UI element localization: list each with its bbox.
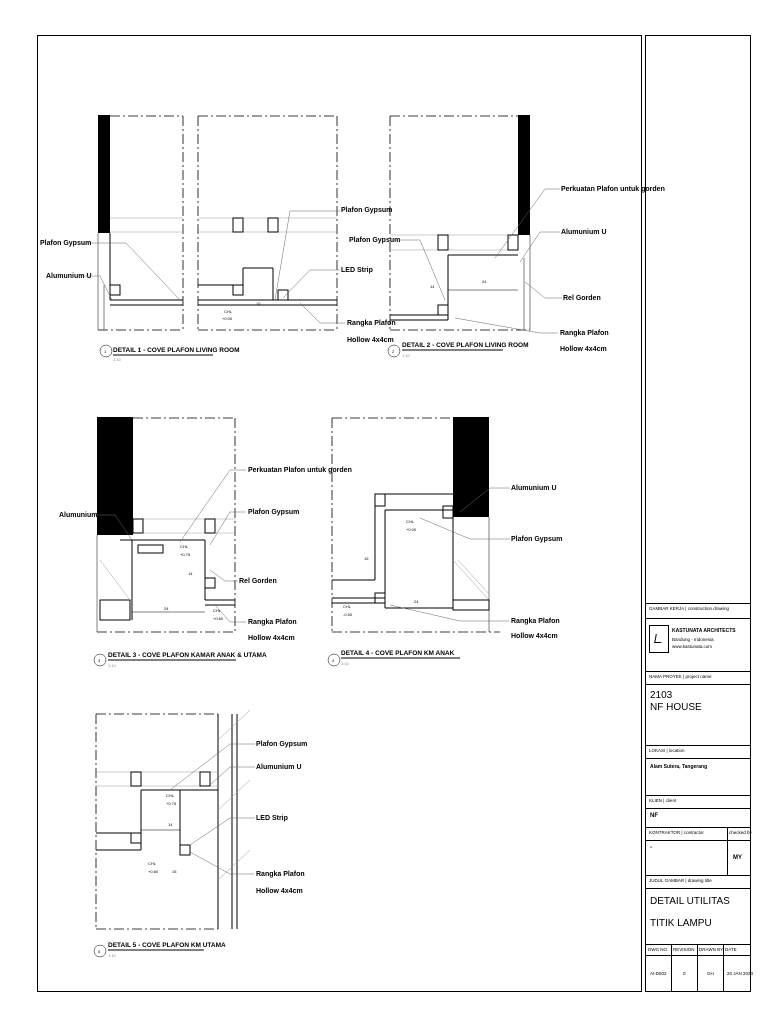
firm-city: Bandung - Indonesia [672,637,714,642]
detail-4-drawing [332,417,500,632]
drawing-title-line2: TITIK LAMPU [650,918,712,929]
label-aluminium-u: Alumunium U [256,764,302,771]
firm-logo [649,625,669,653]
label-plafon-gypsum: Plafon Gypsum [349,237,401,244]
level-value: +0.60 [213,616,224,621]
contractor-value: - [650,845,652,851]
label-aluminium-u: Alumunium U [511,485,557,492]
checked-by-label: checked by [729,830,752,835]
checked-by-value: MY [733,855,742,861]
detail-5-title-block [94,942,226,958]
dimension-text: 24 [482,279,487,284]
detail-2-title-block [388,342,529,358]
label-aluminium-u: Alumunium U [561,229,607,236]
contractor-label: KONTRAKTOR | contractor [649,830,704,835]
level-value: +0.75 [166,801,177,806]
detail-1b-drawing [198,116,337,330]
level-chl: CHL [224,309,233,314]
label-led-strip: LED Strip [256,815,288,822]
detail-4-title-block [328,650,460,666]
client-value: NF [650,813,658,819]
col-date: DATE [725,947,737,952]
label-rangka-plafon: Rangka Plafon [511,618,560,625]
detail-number: 4 [332,658,335,663]
label-rangka-hollow: Hollow 4x4cm [560,346,607,353]
detail-title: DETAIL 5 - COVE PLAFON KM UTAMA [108,942,226,949]
detail-number: 1 [104,349,107,354]
level-chl: CHL [148,861,157,866]
detail-2-annotations [349,186,665,353]
dimension-text: 14 [188,571,193,576]
detail-5-drawing [96,710,250,929]
drawn-by-value: GH [707,971,714,976]
detail-2-drawing [390,115,530,330]
level-value: -0.50 [343,612,353,617]
dimension-text: 15 [172,869,177,874]
firm-website: www.kastunata.com [672,644,713,649]
detail-scale: 1:10 [108,663,116,668]
wall-section [98,115,110,233]
wall-section [453,417,489,517]
label-rangka-plafon: Rangka Plafon [560,330,609,337]
label-rangka-hollow: Hollow 4x4cm [347,337,394,344]
detail-3-drawing [97,417,235,632]
detail-scale: 1:10 [402,353,410,358]
detail-number: 2 [392,349,395,354]
dimension-text: 14 [168,822,173,827]
wall-section [518,115,530,235]
detail-scale: 1:10 [341,661,349,666]
level-chl: CHL [166,793,175,798]
detail-scale: 1:10 [113,357,121,362]
label-rel-gorden: Rel Gorden [239,578,277,585]
drawing-title-label: JUDUL GAMBAR | drawing title [649,878,712,883]
col-drawn-by: DRAWN BY [699,947,724,952]
date-value: 20 JAN 2023 [727,971,754,976]
detail-title: DETAIL 1 - COVE PLAFON LIVING ROOM [113,347,240,354]
label-aluminium-u: Alumunium U [59,512,105,519]
label-plafon-gypsum: Plafon Gypsum [511,536,563,543]
detail-title: DETAIL 4 - COVE PLAFON KM ANAK [341,650,455,657]
detail-title: DETAIL 2 - COVE PLAFON LIVING ROOM [402,342,529,349]
col-revision: REVISION [673,947,695,952]
label-rel-gorden: Rel Gorden [563,295,601,302]
level-chl: CHL [343,604,352,609]
detail-3-title-block [94,652,267,668]
label-rangka-hollow: Hollow 4x4cm [256,888,303,895]
label-rangka-plafon: Rangka Plafon [248,619,297,626]
level-chl: CHL [406,519,415,524]
project-label: NAMA PROYEK | project name [649,674,712,679]
label-plafon-gypsum: Plafon Gypsum [248,509,300,516]
level-chl: CHL [213,608,222,613]
dimension-text: 14 [430,284,435,289]
label-rangka-hollow: Hollow 4x4cm [248,635,295,642]
level-value: +0.00 [406,527,417,532]
detail-1-annotations [40,207,396,344]
dimension-text: 24 [414,599,419,604]
label-perkuatan: Perkuatan Plafon untuk gorden [248,467,352,474]
label-perkuatan: Perkuatan Plafon untuk gorden [561,186,665,193]
label-plafon-gypsum: Plafon Gypsum [40,240,92,247]
label-rangka-hollow: Hollow 4x4cm [511,633,558,640]
client-label: KLIEN | client [649,798,677,803]
level-value: +0.60 [148,869,159,874]
drawing-title-line1: DETAIL UTILITAS [650,896,730,907]
level-value: +0.75 [180,552,191,557]
dwg-no-value: AI-D502 [650,971,667,976]
dimension-text: 15 [364,556,369,561]
project-code: 2103 [650,690,673,701]
detail-scale: 1:10 [108,953,116,958]
detail-number: 5 [98,949,101,954]
detail-1-title-block [100,345,240,362]
label-plafon-gypsum: Plafon Gypsum [256,741,308,748]
location-value: Alam Sutera, Tangerang [650,764,708,770]
level-value: +0.00 [222,316,233,321]
label-led-strip: LED Strip [341,267,373,274]
revision-value: 0 [683,971,686,976]
dimension-text: 10 [256,301,261,306]
detail-number: 3 [98,658,101,663]
sheet-type-label: GAMBAR KERJA | construction drawing [649,606,729,611]
label-plafon-gypsum: Plafon Gypsum [341,207,393,214]
detail-title: DETAIL 3 - COVE PLAFON KAMAR ANAK & UTAMA [108,652,267,659]
detail-5-annotations [170,741,307,895]
project-name: NF HOUSE [650,702,702,713]
level-chl: CHL [180,544,189,549]
label-rangka-plafon: Rangka Plafon [256,871,305,878]
location-label: LOKASI | location [649,748,685,753]
dimension-text: 24 [164,606,169,611]
label-aluminium-u: Alumunium U [46,273,92,280]
label-rangka-plafon: Rangka Plafon [347,320,396,327]
firm-name: KASTUNATA ARCHITECTS [672,628,736,634]
col-dwg-no: DWG NO. [648,947,669,952]
